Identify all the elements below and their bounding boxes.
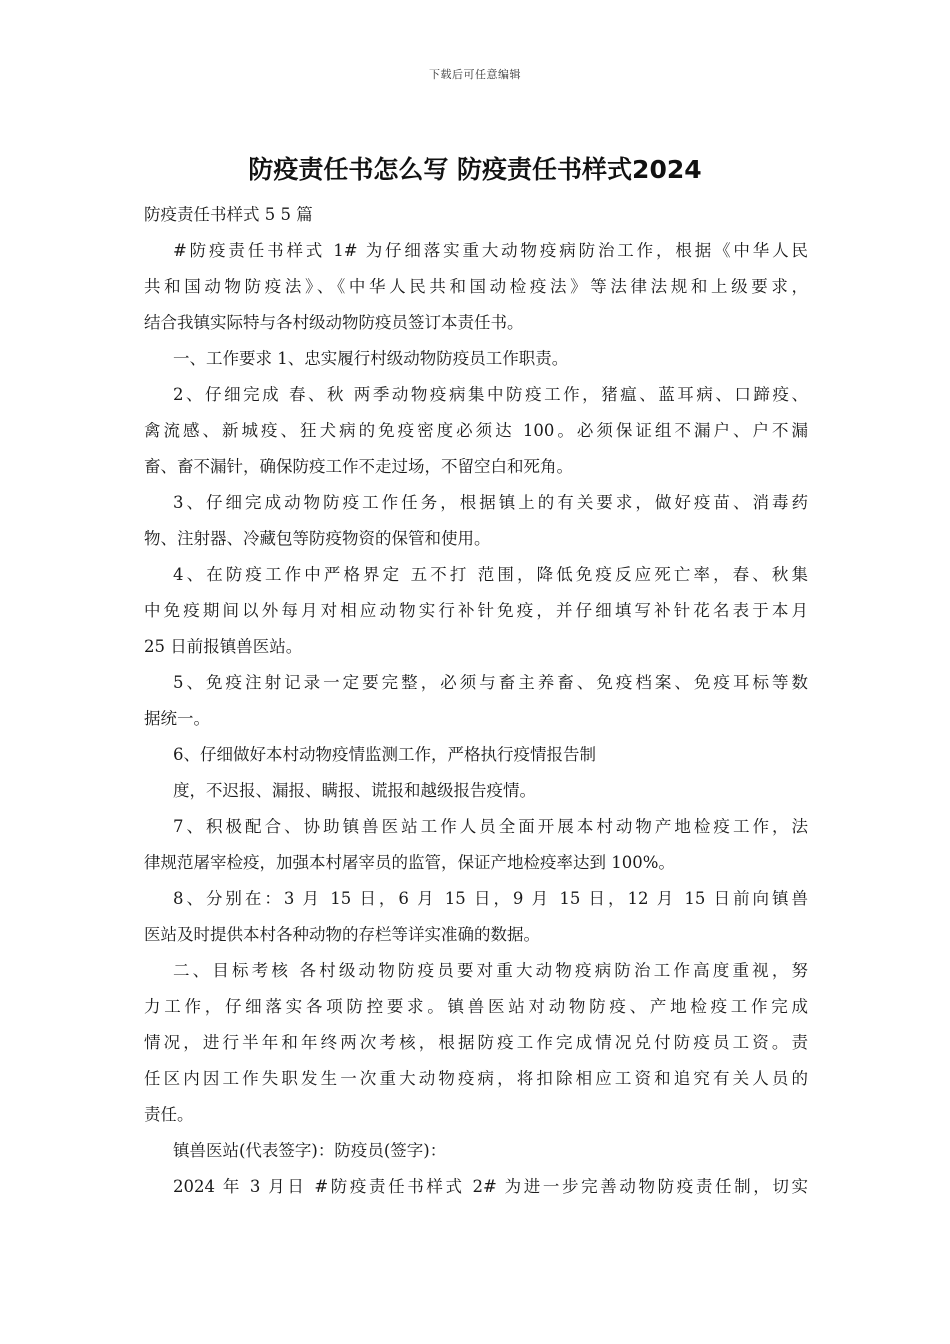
- paragraph-line: 禽流感、新城疫、狂犬病的免疫密度必须达 100。必须保证组不漏户、户不漏: [144, 421, 808, 440]
- paragraph-line: 度，不迟报、漏报、瞒报、谎报和越级报告疫情。: [173, 781, 536, 800]
- document-body: [144, 197, 808, 1205]
- paragraph-line: 任区内因工作失职发生一次重大动物疫病，将扣除相应工资和追究有关人员的: [144, 1069, 808, 1088]
- paragraph-line: 责任。: [144, 1105, 194, 1124]
- paragraph-line: 据统一。: [144, 709, 210, 728]
- paragraph-line: 一、工作要求 1、忠实履行村级动物防疫员工作职责。: [173, 349, 569, 368]
- paragraph-line: 5、免疫注射记录一定要完整，必须与畜主养畜、免疫档案、免疫耳标等数: [173, 673, 808, 692]
- paragraph-line: 防疫责任书样式 5 5 篇: [144, 205, 313, 224]
- paragraph-line: 镇兽医站(代表签字)：防疫员(签字)：: [173, 1141, 447, 1160]
- paragraph-line: 畜、畜不漏针，确保防疫工作不走过场，不留空白和死角。: [144, 457, 573, 476]
- document-title: 防疫责任书怎么写 防疫责任书样式2024: [248, 155, 702, 184]
- paragraph-line: 7、积极配合、协助镇兽医站工作人员全面开展本村动物产地检疫工作，法: [173, 817, 808, 836]
- paragraph-line: 共和国动物防疫法》、《中华人民共和国动检疫法》等法律法规和上级要求，: [144, 277, 808, 296]
- paragraph-line: 2、仔细完成 春、秋 两季动物疫病集中防疫工作，猪瘟、蓝耳病、口蹄疫、: [173, 385, 808, 404]
- header-note: 下载后可任意编辑: [429, 68, 521, 81]
- paragraph-line: 25 日前报镇兽医站。: [144, 637, 303, 656]
- paragraph-line: 4、在防疫工作中严格界定 五不打 范围，降低免疫反应死亡率，春、秋集: [173, 565, 808, 584]
- paragraph-line: 二、目标考核 各村级动物防疫员要对重大动物疫病防治工作高度重视，努: [173, 961, 808, 980]
- paragraph-line: 结合我镇实际特与各村级动物防疫员签订本责任书。: [144, 313, 524, 332]
- paragraph-line: 情况，进行半年和年终两次考核，根据防疫工作完成情况兑付防疫员工资。责: [144, 1033, 808, 1052]
- paragraph-line: 8、分别在：3 月 15 日，6 月 15 日，9 月 15 日，12 月 15 日前向镇兽: [173, 889, 808, 908]
- paragraph-line: #防疫责任书样式 1# 为仔细落实重大动物疫病防治工作，根据《中华人民: [173, 241, 808, 260]
- paragraph-line: 医站及时提供本村各种动物的存栏等详实准确的数据。: [144, 925, 540, 944]
- paragraph-line: 中免疫期间以外每月对相应动物实行补针免疫，并仔细填写补针花名表于本月: [144, 601, 808, 620]
- paragraph-line: 6、仔细做好本村动物疫情监测工作，严格执行疫情报告制: [173, 745, 596, 764]
- paragraph-line: 3、仔细完成动物防疫工作任务，根据镇上的有关要求，做好疫苗、消毒药: [173, 493, 808, 512]
- paragraph-line: 力工作，仔细落实各项防控要求。镇兽医站对动物防疫、产地检疫工作完成: [144, 997, 808, 1016]
- paragraph-line: 律规范屠宰检疫，加强本村屠宰员的监管，保证产地检疫率达到 100%。: [144, 853, 675, 872]
- paragraph-line: 2024 年 3 月日 #防疫责任书样式 2# 为进一步完善动物防疫责任制，切实: [173, 1177, 808, 1196]
- paragraph-line: 物、注射器、冷藏包等防疫物资的保管和使用。: [144, 529, 491, 548]
